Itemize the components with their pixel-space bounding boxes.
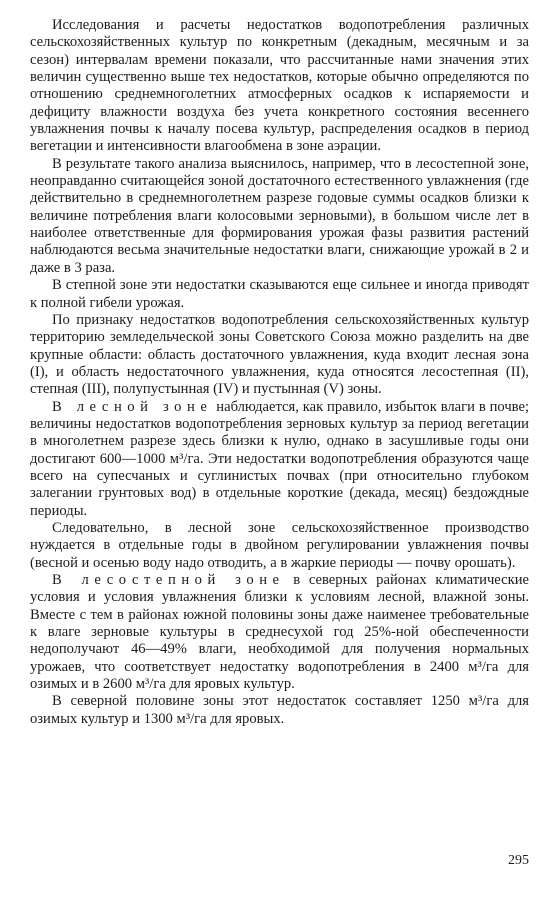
paragraph-5-heading: В лесной зоне (52, 398, 213, 415)
paragraph-7-heading: В лесостепной зоне (52, 572, 285, 588)
paragraph-1 (30, 17, 529, 156)
paragraph-1-text: Исследования и расчеты недостатков водопотребления различных сельскохозяйственных культур по конкретным (декадным, месячным и за сезон) интервалам времени показали, что рассчитанные нами значения этих величин существенно выше тех недостатков, которые обычно определяются по отношению среднемноголетних атмосферных осадков к испаряемости и дефициту влажности воздуха без учета конкретного состояния весеннего увлажнения почвы к началу посева культур, распределения осадков в период вегетации и интенсивности влагообмена в зоне аэрации. (30, 17, 529, 155)
page-number: 295 (508, 853, 529, 868)
paragraph-5-text: наблюдается, как правило, избыток влаги в почве; величины недостатков водопотребления зерновых культур за период вегетации в многолетнем разрезе здесь близки к нулю, однако в засушливые годы они достигают 600—1000 м³/га. Эти недостатки водопотребления образуются чаще всего на супесчаных и суглинистых почвах (при относительно глубоком залегании грунтовых вод) в отдельные короткие (декада, месяц) бездождные периоды. (30, 398, 530, 519)
paragraph-4-text: По признаку недостатков водопотребления сельскохозяйственных культур территорию земледельческой зоны Советского Союза можно разделить на две крупные области: область достаточного увлажнения, куда входит лесная зона (I), и область недостаточного увлажнения, куда относятся лесостепная (II), степная (III), полупустынная (IV) и пустынная (V) зоны. (30, 311, 529, 398)
paragraph-6-text: Следовательно, в лесной зоне сельскохозяйственное производство нуждается в отдельные годы в двойном регулировании увлажнения почвы (весной и осенью воду надо отводить, а в жаркие периоды — почву орошать). (30, 519, 529, 571)
paragraph-6 (30, 520, 529, 572)
paragraph-3-text: В степной зоне эти недостатки сказываются еще сильнее и иногда приводят к полной гибели урожая. (30, 277, 529, 311)
paragraph-4 (30, 312, 529, 399)
page-text (30, 17, 529, 728)
paragraph-5 (30, 399, 529, 520)
paragraph-2-text: В результате такого анализа выяснилось, например, что в лесостепной зоне, неоправданно считающейся зоной достаточного естественного увлажнения (где действительно в среднемноголетнем разрезе годовые суммы осадков близки к величине потребления влаги колосовыми зерновыми), в большом числе лет в наиболее ответственные для формирования урожая фазы развития растений наблюдаются весьма значительные недостатки влаги, снижающие урожай в 2 и даже в 3 раза. (30, 155, 529, 276)
paragraph-7 (30, 572, 529, 693)
paragraph-8 (30, 693, 529, 728)
paragraph-3 (30, 277, 529, 312)
paragraph-2 (30, 156, 529, 277)
paragraph-8-text: В северной половине зоны этот недостаток составляет 1250 м³/га для озимых культур и 1300 м³/га для яровых. (30, 693, 529, 727)
paragraph-7-text: в северных районах климатические условия и условия увлажнения близки к условиям лесной, влажной зоны. Вместе с тем в районах южной половины зоны даже наименее требовательные к влаге зерновые культуры в среднесухой год 25%-ной обеспеченности недополучают 46—49% влаги, необходимой для получения нормальных урожаев, что соответствует недостатку водопотребления в 2400 м³/га для озимых и в 2600 м³/га для яровых культур. (30, 572, 529, 693)
